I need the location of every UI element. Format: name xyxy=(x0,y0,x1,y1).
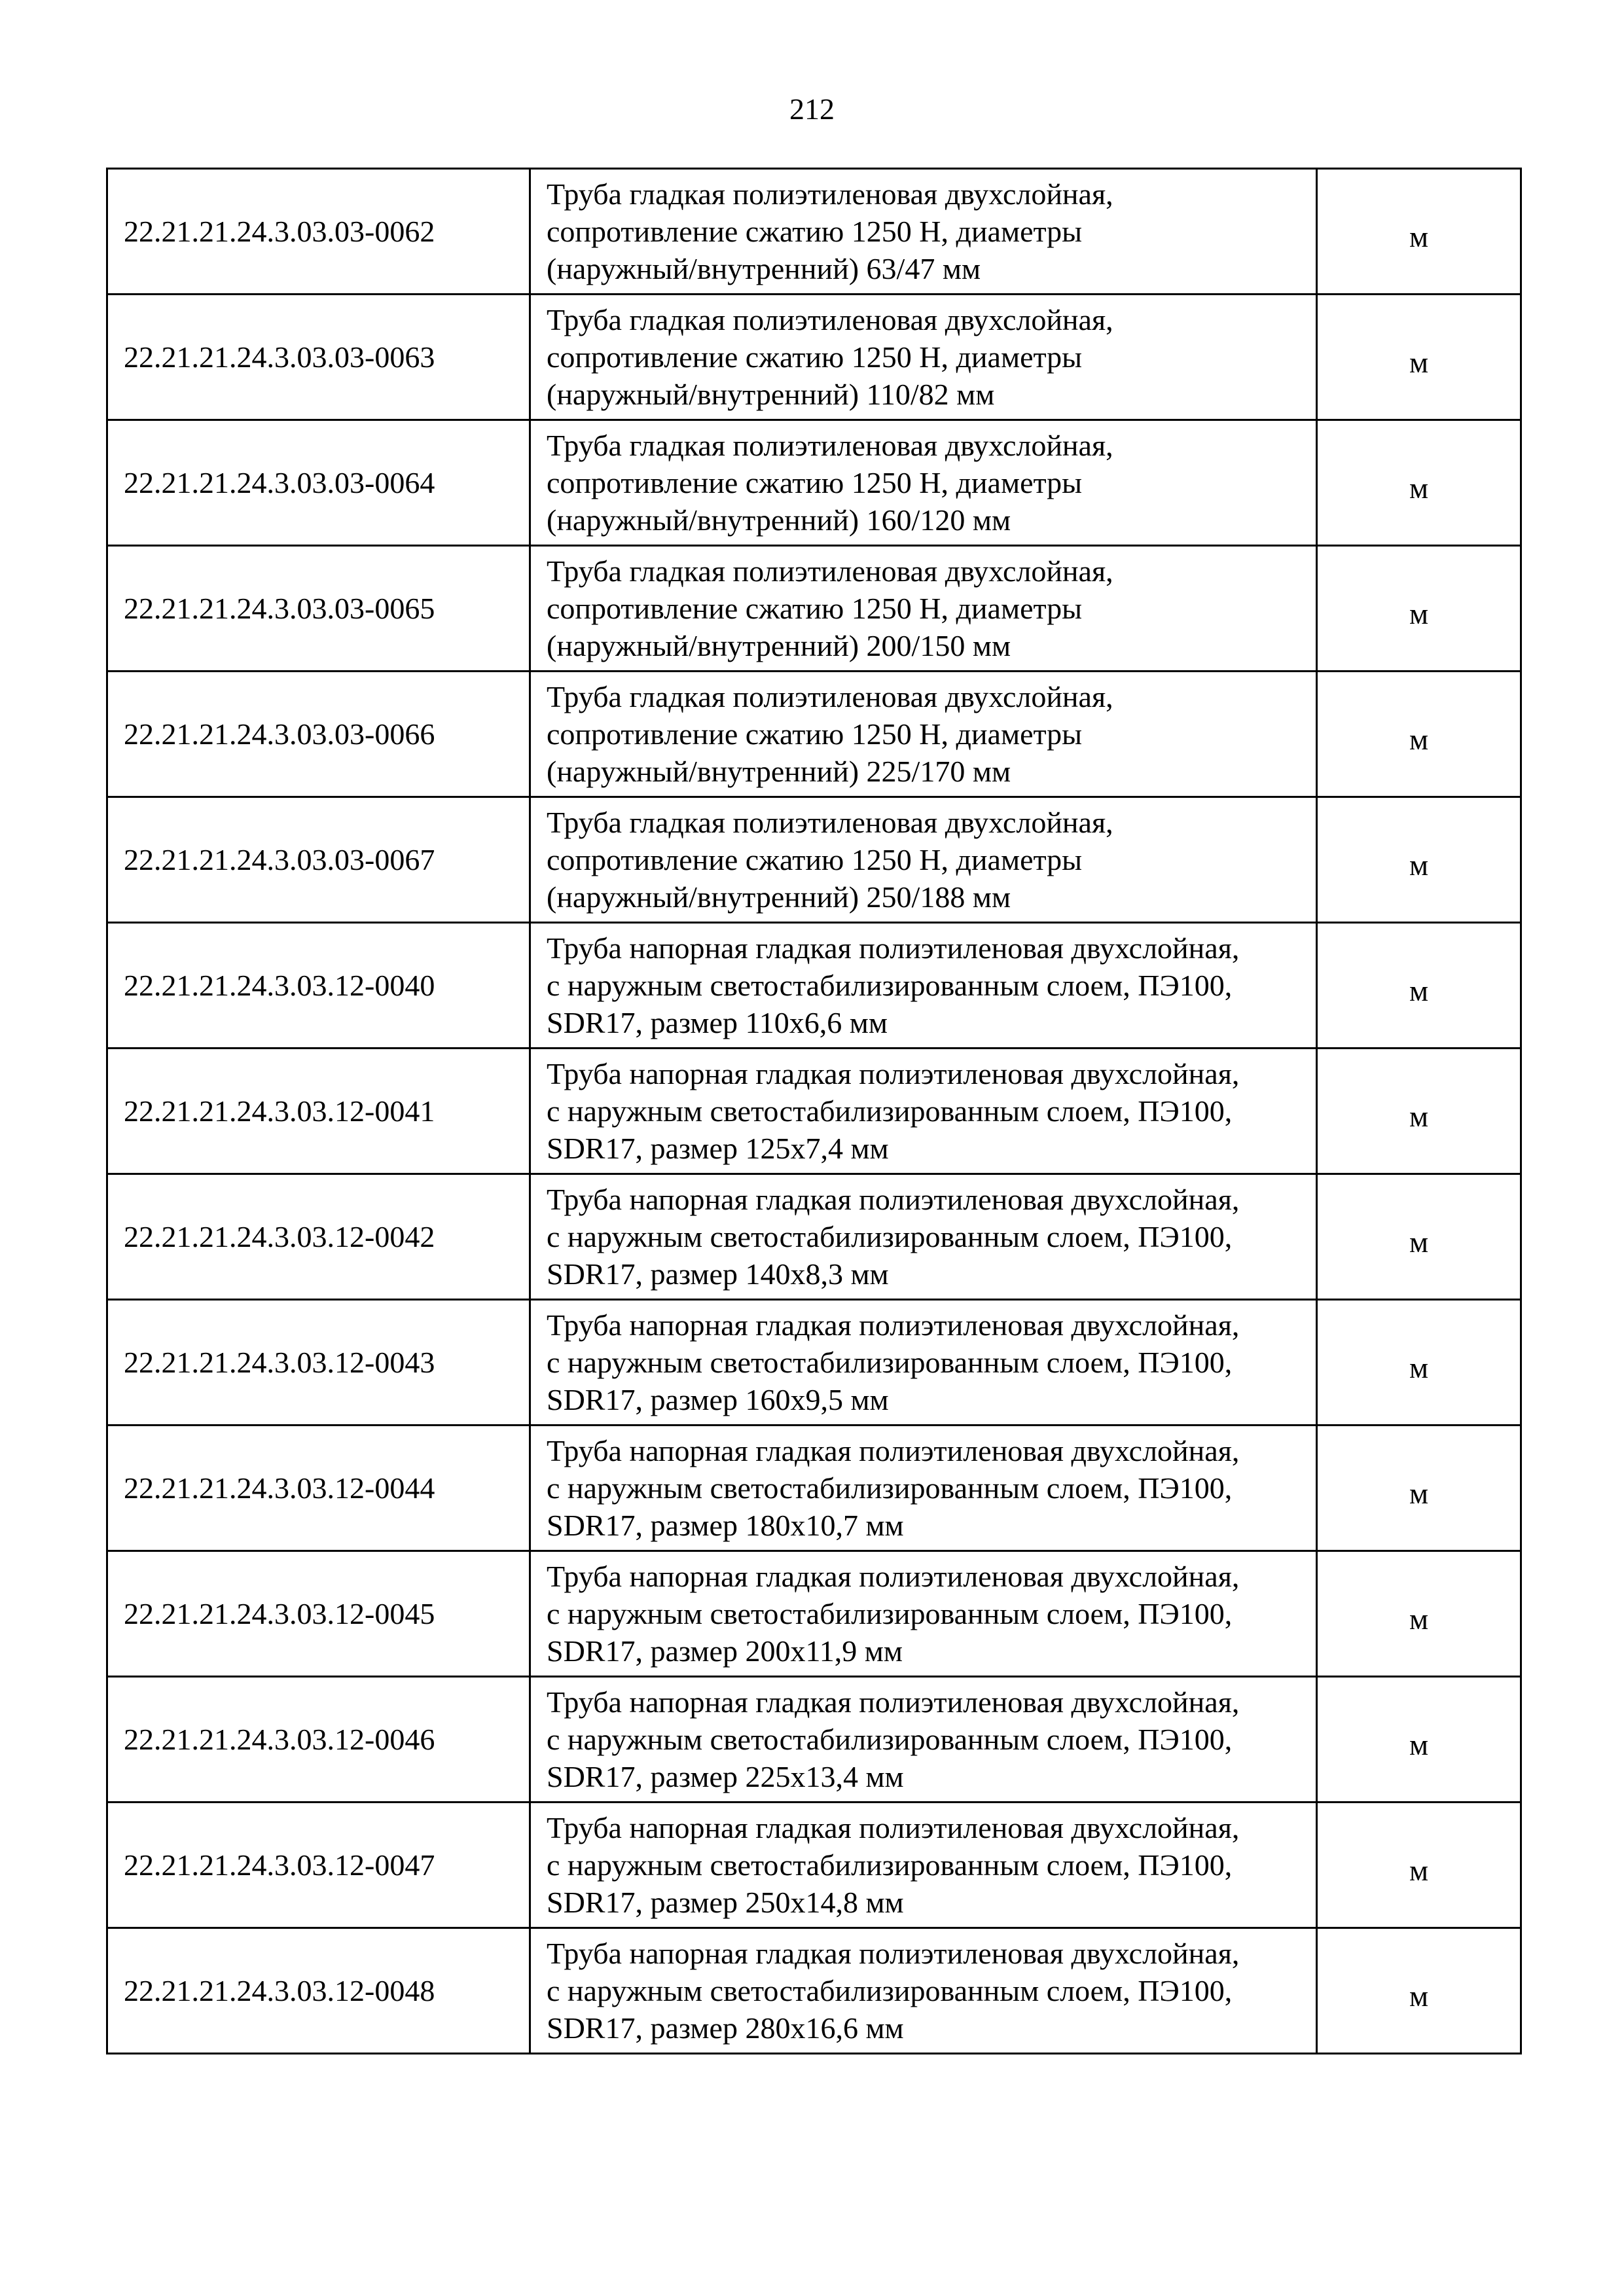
description-line: Труба гладкая полиэтиленовая двухслойная, xyxy=(547,303,1113,336)
description-line: (наружный/внутренний) 250/188 мм xyxy=(547,880,1011,914)
resource-description xyxy=(530,1803,1317,1928)
description-line: сопротивление сжатию 1250 Н, диаметры xyxy=(547,717,1083,751)
resource-code: 22.21.21.24.3.03.12-0044 xyxy=(107,1426,530,1551)
unit-cell xyxy=(1317,420,1521,546)
resource-code: 22.21.21.24.3.03.03-0067 xyxy=(107,797,530,923)
resource-code: 22.21.21.24.3.03.03-0062 xyxy=(107,169,530,295)
description-line: с наружным светостабилизированным слоем, ПЭ100, xyxy=(547,1848,1233,1882)
unit-cell xyxy=(1317,797,1521,923)
unit-cell xyxy=(1317,1803,1521,1928)
unit-cell xyxy=(1317,169,1521,295)
resource-code: 22.21.21.24.3.03.12-0042 xyxy=(107,1174,530,1300)
unit-of-measure: м xyxy=(1409,974,1429,1007)
description-line: Труба гладкая полиэтиленовая двухслойная, xyxy=(547,429,1113,462)
resource-description xyxy=(530,1426,1317,1551)
unit-of-measure: м xyxy=(1409,346,1429,379)
description-line: Труба напорная гладкая полиэтиленовая двухслойная, xyxy=(547,1811,1240,1844)
table-row xyxy=(107,672,1521,797)
unit-cell xyxy=(1317,672,1521,797)
resource-description xyxy=(530,1677,1317,1803)
description-line: сопротивление сжатию 1250 Н, диаметры xyxy=(547,215,1083,248)
description-line: Труба гладкая полиэтиленовая двухслойная, xyxy=(547,806,1113,839)
unit-of-measure: м xyxy=(1409,1854,1429,1887)
description-line: Труба гладкая полиэтиленовая двухслойная, xyxy=(547,177,1113,211)
catalog-table-body xyxy=(107,169,1521,2054)
resource-code: 22.21.21.24.3.03.12-0040 xyxy=(107,923,530,1049)
unit-cell xyxy=(1317,1426,1521,1551)
table-row xyxy=(107,1174,1521,1300)
unit-of-measure: м xyxy=(1409,1728,1429,1761)
unit-cell xyxy=(1317,1300,1521,1426)
table-row xyxy=(107,420,1521,546)
unit-of-measure: м xyxy=(1409,723,1429,756)
unit-of-measure: м xyxy=(1409,1351,1429,1384)
resource-code: 22.21.21.24.3.03.03-0063 xyxy=(107,295,530,420)
unit-cell xyxy=(1317,1049,1521,1174)
unit-cell xyxy=(1317,1551,1521,1677)
description-line: с наружным светостабилизированным слоем, ПЭ100, xyxy=(547,1597,1233,1630)
description-line: (наружный/внутренний) 63/47 мм xyxy=(547,252,981,285)
description-line: сопротивление сжатию 1250 Н, диаметры xyxy=(547,466,1083,499)
resource-description xyxy=(530,923,1317,1049)
resource-code: 22.21.21.24.3.03.12-0047 xyxy=(107,1803,530,1928)
description-line: SDR17, размер 180х10,7 мм xyxy=(547,1509,904,1542)
description-line: Труба напорная гладкая полиэтиленовая двухслойная, xyxy=(547,1434,1240,1467)
table-row xyxy=(107,923,1521,1049)
table-row xyxy=(107,797,1521,923)
resource-description xyxy=(530,169,1317,295)
resource-code: 22.21.21.24.3.03.03-0065 xyxy=(107,546,530,672)
unit-cell xyxy=(1317,546,1521,672)
resource-description xyxy=(530,672,1317,797)
description-line: Труба гладкая полиэтиленовая двухслойная, xyxy=(547,554,1113,588)
resource-code: 22.21.21.24.3.03.12-0045 xyxy=(107,1551,530,1677)
resource-description xyxy=(530,420,1317,546)
unit-cell xyxy=(1317,1174,1521,1300)
unit-cell xyxy=(1317,295,1521,420)
description-line: (наружный/внутренний) 110/82 мм xyxy=(547,378,995,411)
table-row xyxy=(107,1803,1521,1928)
table-row xyxy=(107,1426,1521,1551)
description-line: SDR17, размер 140х8,3 мм xyxy=(547,1257,889,1291)
description-line: Труба гладкая полиэтиленовая двухслойная, xyxy=(547,680,1113,713)
resource-code: 22.21.21.24.3.03.12-0046 xyxy=(107,1677,530,1803)
description-line: Труба напорная гладкая полиэтиленовая двухслойная, xyxy=(547,1937,1240,1970)
table-row xyxy=(107,1300,1521,1426)
table-row xyxy=(107,169,1521,295)
unit-cell xyxy=(1317,1677,1521,1803)
description-line: с наружным светостабилизированным слоем, ПЭ100, xyxy=(547,1346,1233,1379)
resource-description xyxy=(530,546,1317,672)
unit-of-measure: м xyxy=(1409,1979,1429,2013)
table-row xyxy=(107,1049,1521,1174)
description-line: SDR17, размер 250х14,8 мм xyxy=(547,1886,904,1919)
description-line: с наружным светостабилизированным слоем, ПЭ100, xyxy=(547,1220,1233,1253)
unit-cell xyxy=(1317,1928,1521,2054)
resource-description xyxy=(530,1300,1317,1426)
description-line: Труба напорная гладкая полиэтиленовая двухслойная, xyxy=(547,1183,1240,1216)
description-line: SDR17, размер 125х7,4 мм xyxy=(547,1132,889,1165)
description-line: (наружный/внутренний) 160/120 мм xyxy=(547,503,1011,537)
table-row xyxy=(107,1928,1521,2054)
description-line: SDR17, размер 160х9,5 мм xyxy=(547,1383,889,1416)
resource-code: 22.21.21.24.3.03.12-0043 xyxy=(107,1300,530,1426)
unit-of-measure: м xyxy=(1409,597,1429,630)
description-line: с наружным светостабилизированным слоем, ПЭ100, xyxy=(547,1471,1233,1505)
unit-of-measure: м xyxy=(1409,1100,1429,1133)
resource-description xyxy=(530,295,1317,420)
unit-cell xyxy=(1317,923,1521,1049)
resource-code: 22.21.21.24.3.03.12-0048 xyxy=(107,1928,530,2054)
description-line: с наружным светостабилизированным слоем, ПЭ100, xyxy=(547,969,1233,1002)
description-line: (наружный/внутренний) 225/170 мм xyxy=(547,755,1011,788)
description-line: с наружным светостабилизированным слоем, ПЭ100, xyxy=(547,1974,1233,2007)
description-line: Труба напорная гладкая полиэтиленовая двухслойная, xyxy=(547,1560,1240,1593)
unit-of-measure: м xyxy=(1409,471,1429,505)
table-row xyxy=(107,1551,1521,1677)
unit-of-measure: м xyxy=(1409,1477,1429,1510)
resource-code: 22.21.21.24.3.03.03-0064 xyxy=(107,420,530,546)
description-line: Труба напорная гладкая полиэтиленовая двухслойная, xyxy=(547,1057,1240,1090)
unit-of-measure: м xyxy=(1409,220,1429,253)
resource-code: 22.21.21.24.3.03.03-0066 xyxy=(107,672,530,797)
description-line: Труба напорная гладкая полиэтиленовая двухслойная, xyxy=(547,1308,1240,1342)
description-line: Труба напорная гладкая полиэтиленовая двухслойная, xyxy=(547,931,1240,965)
description-line: сопротивление сжатию 1250 Н, диаметры xyxy=(547,592,1083,625)
description-line: SDR17, размер 200х11,9 мм xyxy=(547,1634,903,1668)
description-line: сопротивление сжатию 1250 Н, диаметры xyxy=(547,340,1083,374)
resource-description xyxy=(530,1928,1317,2054)
unit-of-measure: м xyxy=(1409,1225,1429,1259)
description-line: (наружный/внутренний) 200/150 мм xyxy=(547,629,1011,662)
description-line: SDR17, размер 110х6,6 мм xyxy=(547,1006,888,1039)
description-line: с наружным светостабилизированным слоем, ПЭ100, xyxy=(547,1094,1233,1128)
table-row xyxy=(107,295,1521,420)
resource-description xyxy=(530,1049,1317,1174)
unit-of-measure: м xyxy=(1409,1602,1429,1636)
description-line: Труба напорная гладкая полиэтиленовая двухслойная, xyxy=(547,1685,1240,1719)
unit-of-measure: м xyxy=(1409,848,1429,882)
page-number: 212 xyxy=(789,92,835,126)
table-row xyxy=(107,546,1521,672)
description-line: сопротивление сжатию 1250 Н, диаметры xyxy=(547,843,1083,876)
description-line: SDR17, размер 280х16,6 мм xyxy=(547,2011,904,2045)
table-row xyxy=(107,1677,1521,1803)
description-line: с наружным светостабилизированным слоем, ПЭ100, xyxy=(547,1723,1233,1756)
resource-description xyxy=(530,1174,1317,1300)
resource-description xyxy=(530,797,1317,923)
resource-description xyxy=(530,1551,1317,1677)
description-line: SDR17, размер 225х13,4 мм xyxy=(547,1760,904,1793)
resource-code: 22.21.21.24.3.03.12-0041 xyxy=(107,1049,530,1174)
catalog-table xyxy=(106,168,1522,2054)
